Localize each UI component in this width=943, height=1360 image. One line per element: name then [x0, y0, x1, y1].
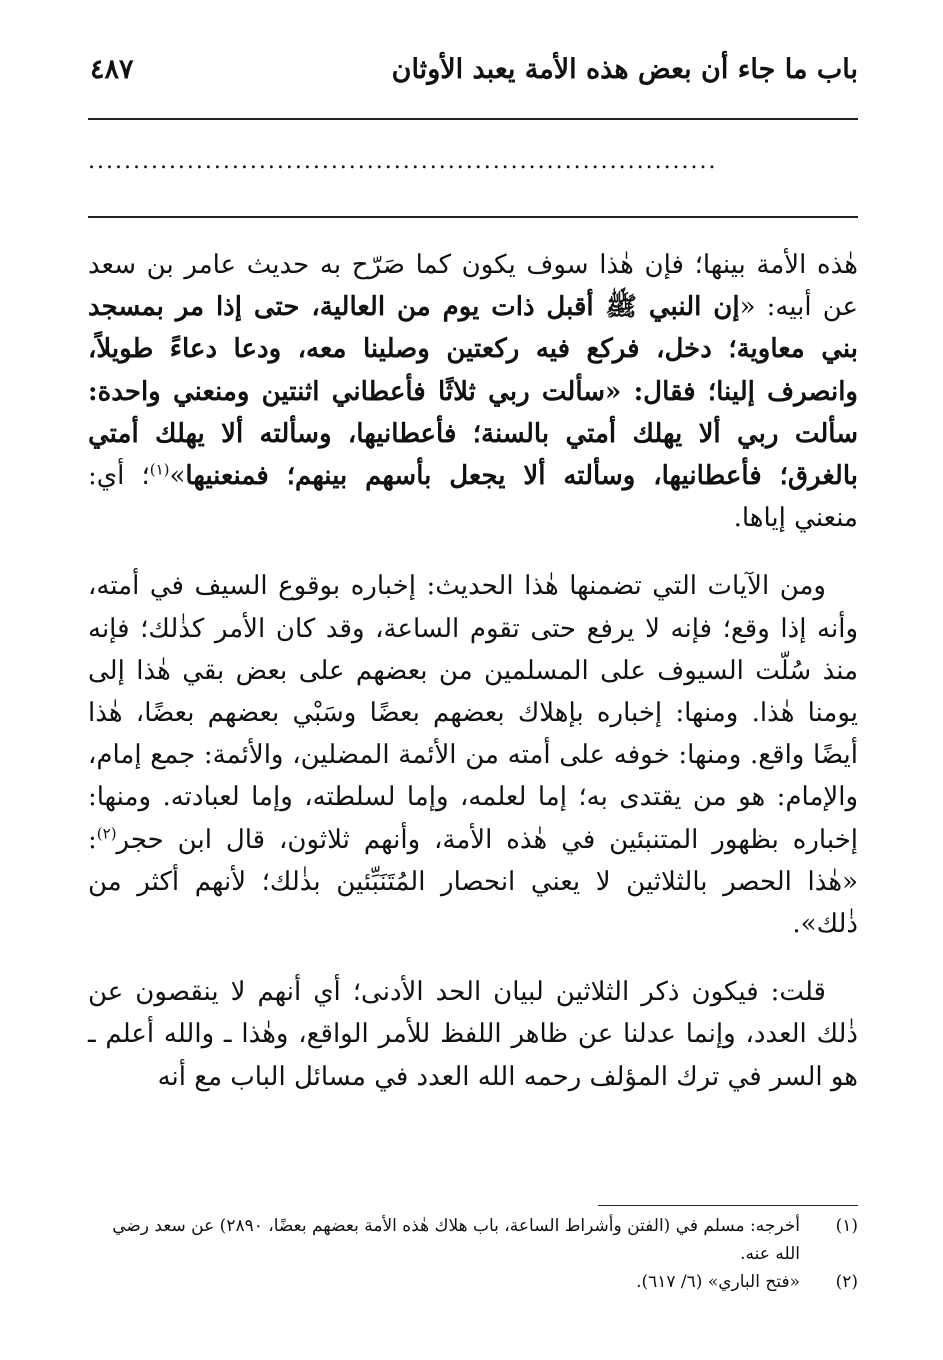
footnote-number: (١): [835, 1216, 858, 1236]
footnote-rule: [598, 1205, 858, 1206]
paragraph-hadith: [88, 244, 858, 539]
paragraph-signs: [88, 565, 858, 945]
quote-close: »: [169, 461, 186, 492]
paragraph-comment: قلت: فيكون ذكر الثلاثين لبيان الحد الأدنى؛ أي أنهم لا ينقصون عن ذٰلك العدد، وإنما عدلنا عن ظاهر اللفظ للأمر الواقع، وهٰذا ـ والله أعلم ـ هو السر في ترك المؤلف رحمه الله العدد في مسائل الباب مع أنه: [88, 977, 858, 1092]
footnote-text: أخرجه: مسلم في (الفتن وأشراط الساعة، باب هلاك هٰذه الأمة بعضهم بعضًا، ٢٨٩٠) عن سعد رضي الله عنه.: [112, 1216, 800, 1264]
running-header: [88, 54, 858, 100]
header-rule: [88, 118, 858, 120]
chapter-title: باب ما جاء أن بعض هذه الأمة يعبد الأوثان: [391, 54, 858, 85]
hadith-quote: إن النبي ﷺ أقبل ذات يوم من العالية، حتى إذا مر بمسجد بني معاوية؛ دخل، فركع فيه ركعتين وصلينا معه، ودعا دعاءً طويلاً، وانصرف إلينا؛ فقال: «سألت ربي ثلاثًا فأعطاني اثنتين ومنعني واحدة: سألت ربي ألا يهلك أمتي بالسنة؛ فأعطانيها، وسألته ألا يهلك أمتي بالغرق؛ فأعطانيها، وسألته ألا يجعل بأسهم بينهم؛ فمنعنيها: [88, 292, 858, 492]
paragraph-tail: ؛ أي: منعني إياها.: [88, 461, 858, 534]
footnote-1: [88, 1212, 858, 1268]
paragraph-intro: هٰذه الأمة بينها؛ فإن هٰذا سوف يكون كما صَرّح به حديث عامر بن سعد عن أبيه: «: [88, 250, 859, 323]
footnote-text: «فتح الباري» (٦/ ٦١٧).: [636, 1272, 800, 1292]
footnote-number: (٢): [835, 1272, 858, 1292]
footnotes: [88, 1212, 858, 1296]
footnote-ref-2[interactable]: (٢): [96, 823, 117, 842]
ibn-hajar-quote: : «هٰذا الحصر بالثلاثين لا يعني انحصار المُتَنَبِّئين بذٰلك؛ لأنهم أكثر من ذٰلك».: [88, 824, 858, 940]
page-number: ٤٨٧: [90, 54, 134, 85]
paragraph-text: ومن الآيات التي تضمنها هٰذا الحديث: إخباره بوقوع السيف في أمته، وأنه إذا وقع؛ فإنه لا يرفع حتى تقوم الساعة، وقد كان الأمر كذٰلك؛ فإنه منذ سُلّت السيوف على المسلمين من بعضهم على بعض بقي هٰذا إلى يومنا هٰذا. ومنها: إخباره بإهلاك بعضهم بعضًا وسَبْي بعضهم بعضًا، هٰذا أيضًا واقع. ومنها: خوفه على أمته من الأئمة المضلين، والأئمة: جمع إمام، والإمام: هو من يقتدى به؛ إما لعلمه، وإما لسلطته، وإما لعبادته. ومنها: إخباره بظهور المتنبئين في هٰذه الأمة، وأنهم ثلاثون، قال ابن حجر: [88, 571, 858, 855]
footnote-ref-1[interactable]: (١): [149, 460, 170, 479]
main-text: [88, 244, 858, 1098]
section-rule: [88, 216, 858, 218]
footnote-2: [88, 1268, 858, 1296]
omitted-text-dots: ......................................................................: [88, 150, 718, 174]
